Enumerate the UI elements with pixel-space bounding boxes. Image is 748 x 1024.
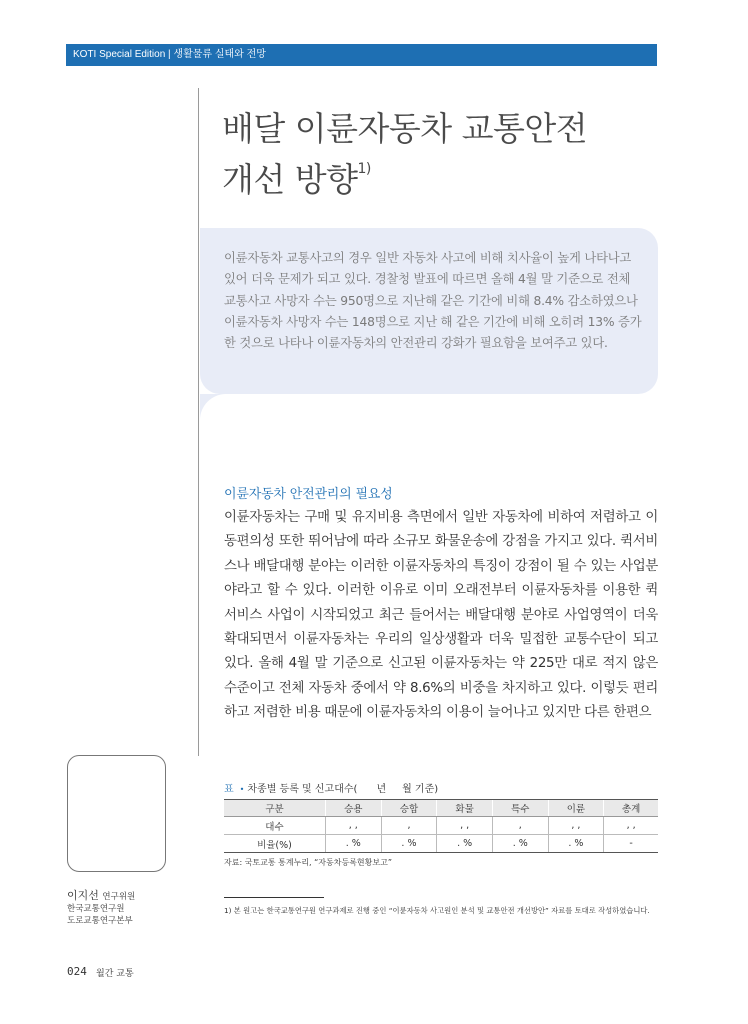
table-caption-year: 년 xyxy=(376,784,387,795)
table-bullet: • xyxy=(239,785,245,794)
summary-tail-cutout xyxy=(200,394,252,446)
table-cell: . % xyxy=(437,835,493,853)
table-row xyxy=(224,817,658,835)
vehicle-registration-table xyxy=(224,799,658,853)
body-paragraph: 이륜자동차는 구매 및 유지비용 측면에서 일반 자동차에 비하여 저렴하고 이동편의성 또한 뛰어남에 따라 소규모 화물운송에 강점을 가지고 있다. 퀵서비스나 배달대행 분야는 이러한 이륜자동차의 특징이 강점이 될 수 있는 사업분야라고 할 수 있다. 이러한 이유로 이미 오래전부터 이륜자동차를 이용한 퀵서비스 사업이 시작되었고 최근 들어서는 배달대행 분야로 사업영역이 더욱 확대되면서 이륜자동차는 우리의 일상생활과 더욱 밀접한 교통수단이 되고 있다. 올해 4월 말 기준으로 신고된 이륜자동차는 약 225만 대로 적지 않은 수준이고 전체 자동차 중에서 약 8.6%의 비중을 차지하고 있다. 이렇듯 편리하고 저렴한 비용 때문에 이륜자동차의 이용이 늘어나고 있지만 다른 한편으 xyxy=(224,510,658,721)
header-separator: | xyxy=(168,49,171,60)
page-number: 024 xyxy=(67,965,87,978)
author-name-line xyxy=(67,887,135,903)
series-label: KOTI Special Edition xyxy=(73,49,166,60)
table-cell: . % xyxy=(548,835,604,853)
table-cell: . % xyxy=(381,835,437,853)
table-cell: , , xyxy=(604,817,658,835)
section-label: 생활물류 실태와 전망 xyxy=(173,49,266,60)
col-header: 승용 xyxy=(325,800,381,817)
table-cell: - xyxy=(604,835,658,853)
vertical-divider xyxy=(198,88,199,756)
author-organization xyxy=(67,903,133,927)
table-caption xyxy=(224,780,438,795)
author-org-line-2: 도로교통연구본부 xyxy=(67,916,133,926)
col-header: 승합 xyxy=(381,800,437,817)
section-heading: 이륜자동차 안전관리의 필요성 xyxy=(224,487,393,502)
title-footnote-ref[interactable]: 1) xyxy=(357,161,371,177)
table-cell: , xyxy=(492,817,548,835)
summary-text: 이륜자동차 교통사고의 경우 일반 자동차 사고에 비해 치사율이 높게 나타나고 있어 더욱 문제가 되고 있다. 경찰청 발표에 따르면 올해 4월 말 기준으로 전체 교통사고 사망자 수는 950명으로 지난해 같은 기간에 비해 8.4% 감소하였으나 이륜자동차 사망자 수는 148명으로 지난 해 같은 기간에 비해 오히려 13% 증가한 것으로 나타나 이륜자동차의 안전관리 강화가 필요함을 보여주고 있다. xyxy=(224,251,642,351)
table-cell: , , xyxy=(437,817,493,835)
magazine-name: 월간 교통 xyxy=(96,969,134,979)
title-line-1: 배달 이륜자동차 교통안전 xyxy=(222,109,588,148)
table-caption-month: 월 기준) xyxy=(402,784,439,795)
table-cell: 비율(%) xyxy=(224,835,325,853)
col-header: 특수 xyxy=(492,800,548,817)
table-cell: 대수 xyxy=(224,817,325,835)
article-title xyxy=(222,106,587,203)
col-header: 이륜 xyxy=(548,800,604,817)
author-name: 이지선 xyxy=(67,889,99,902)
author-role: 연구위원 xyxy=(102,892,136,902)
section-header-bar xyxy=(66,44,657,66)
title-line-2: 개선 방향 xyxy=(222,160,358,199)
article-summary xyxy=(200,228,658,394)
col-header: 화물 xyxy=(437,800,493,817)
table-caption-start: 차종별 등록 및 신고대수( xyxy=(247,784,358,795)
table-cell: . % xyxy=(325,835,381,853)
table-cell: . % xyxy=(492,835,548,853)
table-cell: , xyxy=(381,817,437,835)
table-cell: , , xyxy=(325,817,381,835)
author-photo-frame xyxy=(67,755,166,872)
footnote: 1) 본 원고는 한국교통연구원 연구과제로 진행 중인 “이륜자동차 사고원인 분석 및 교통안전 개선방안” 자료를 토대로 작성하였습니다. xyxy=(224,906,650,915)
author-org-line-1: 한국교통연구원 xyxy=(67,904,125,914)
table-row xyxy=(224,835,658,853)
col-header: 구분 xyxy=(224,800,325,817)
col-header: 총계 xyxy=(604,800,658,817)
table-cell: , , xyxy=(548,817,604,835)
table-source: 자료: 국토교통 통계누리, “자동차등록현황보고” xyxy=(224,858,392,867)
table-label: 표 xyxy=(224,784,234,795)
footnote-divider xyxy=(224,897,324,898)
table-header-row xyxy=(224,800,658,817)
